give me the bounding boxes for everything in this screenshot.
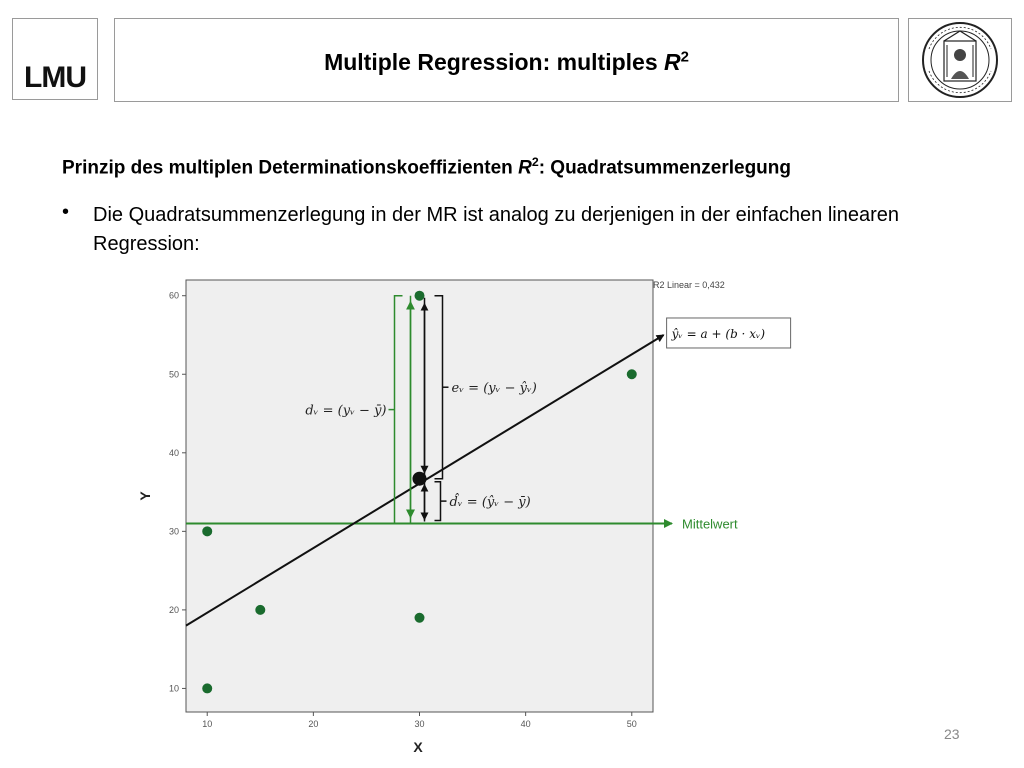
y-tick-label: 30 bbox=[168, 526, 179, 537]
regression-formula: ŷᵥ = a + (b · xᵥ) bbox=[671, 326, 766, 341]
x-tick-label: 20 bbox=[308, 719, 319, 729]
data-point bbox=[202, 683, 212, 693]
bullet-text: Die Quadratsummenzerlegung in der MR ist analog zu derjenigen in der einfachen linearen Regression: bbox=[93, 204, 900, 255]
y-axis-ticks bbox=[169, 291, 186, 694]
y-tick-label: 10 bbox=[168, 683, 179, 694]
y-axis-label: Y bbox=[137, 491, 153, 501]
plot-area bbox=[186, 280, 653, 712]
data-point bbox=[255, 605, 265, 615]
section-subtitle: Prinzip des multiplen Determinationskoeffizienten $R^2$: Quadratsummenzerlegung bbox=[62, 155, 792, 179]
mean-label: Mittelwert bbox=[682, 516, 738, 532]
x-tick-label: 30 bbox=[414, 719, 425, 729]
r2-label: R2 Linear = 0,432 bbox=[653, 280, 725, 290]
data-point bbox=[415, 291, 425, 301]
y-tick-label: 20 bbox=[168, 604, 179, 615]
data-point bbox=[415, 613, 425, 623]
bullet-icon: • bbox=[62, 201, 70, 223]
data-point bbox=[627, 369, 637, 379]
x-tick-label: 40 bbox=[520, 719, 531, 729]
page-number: 23 bbox=[944, 726, 960, 742]
y-tick-label: 40 bbox=[168, 447, 179, 458]
residual-formula: eᵥ = (yᵥ − ŷᵥ) bbox=[451, 381, 537, 397]
x-axis-ticks bbox=[202, 712, 637, 729]
data-point bbox=[202, 526, 212, 536]
total-deviation-formula: dᵥ = (yᵥ − ȳ) bbox=[305, 403, 387, 419]
x-tick-label: 10 bbox=[202, 719, 213, 729]
logo-text: LMU bbox=[24, 61, 86, 94]
y-tick-label: 60 bbox=[168, 290, 179, 301]
y-tick-label: 50 bbox=[168, 369, 179, 380]
slide-title-text: Multiple Regression: multiples $R^2$ bbox=[324, 48, 689, 75]
x-tick-label: 50 bbox=[626, 719, 637, 729]
explained-formula: d̂ᵥ = (ŷᵥ − ȳ) bbox=[449, 495, 531, 511]
x-axis-label: X bbox=[413, 739, 423, 755]
